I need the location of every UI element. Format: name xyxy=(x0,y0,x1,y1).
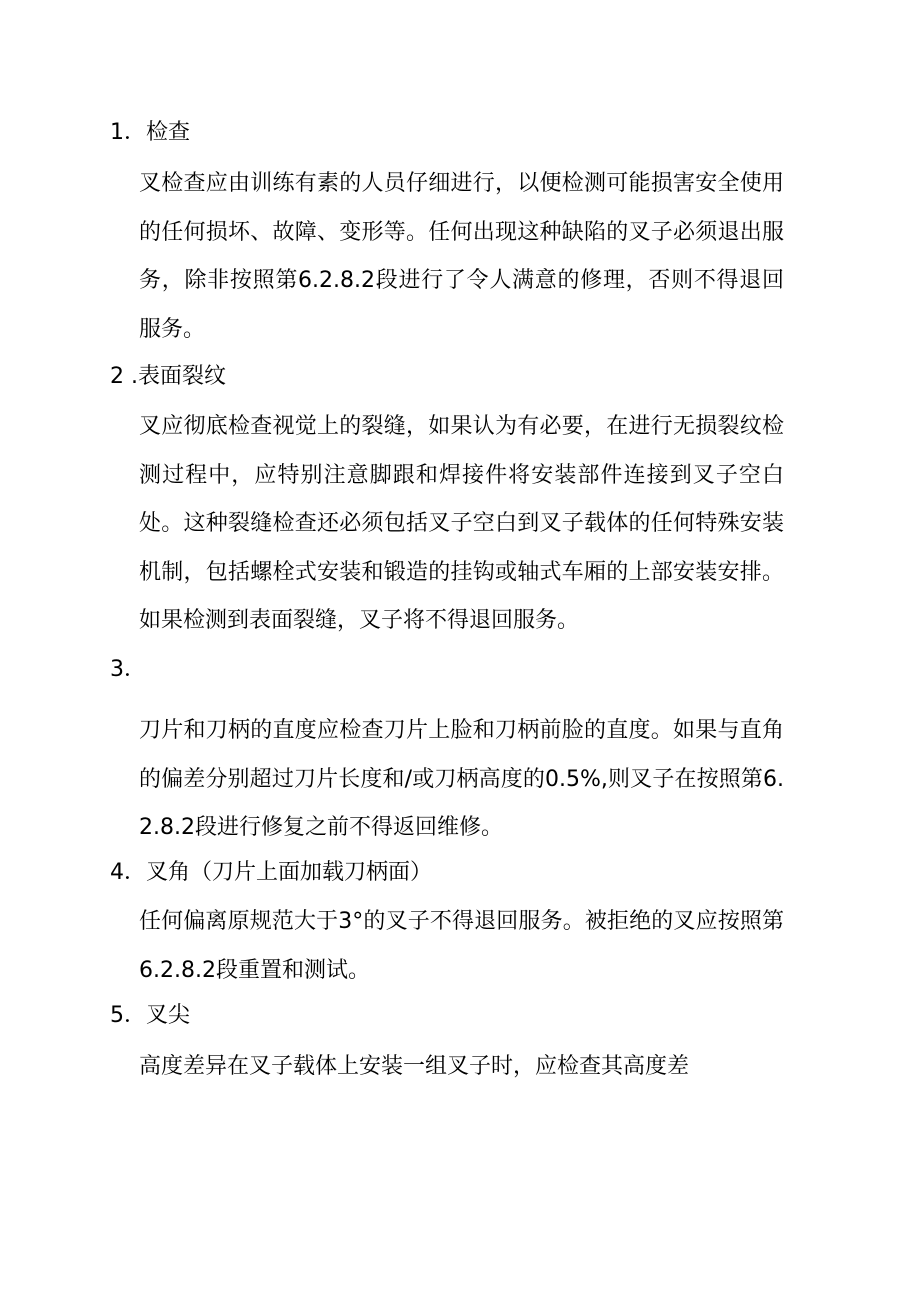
section-4-body: 任何偏离原规范大于3°的叉子不得退回服务。被拒绝的叉应按照第6.2.8.2段重置和测试。 xyxy=(139,909,784,983)
section-2-heading: 2 .表面裂纹 xyxy=(110,364,226,389)
section-5-heading: 5．叉尖 xyxy=(110,1003,190,1028)
section-1-heading: 1．检查 xyxy=(110,120,190,145)
section-5-body: 高度差异在叉子载体上安装一组叉子时，应检查其高度差 xyxy=(139,1054,690,1079)
section-2-body: 叉应彻底检查视觉上的裂缝，如果认为有必要，在进行无损裂纹检测过程中，应特别注意脚跟和焊接件将安装部件连接到叉子空白处。这种裂缝检查还必须包括叉子空白到叉子载体的任何特殊安装机制，包括螺栓式安装和锻造的挂钩或轴式车厢的上部安装安排。如果检测到表面裂缝，叉子将不得退回服务。 xyxy=(139,414,784,633)
section-1-body: 叉检查应由训练有素的人员仔细进行，以便检测可能损害安全使用的任何损坏、故障、变形等。任何出现这种缺陷的叉子必须退出服务，除非按照第6.2.8.2段进行了令人满意的修理，否则不得退回服务。 xyxy=(139,171,784,342)
section-3-body: 刀片和刀柄的直度应检查刀片上脸和刀柄前脸的直度。如果与直角的偏差分别超过刀片长度和/或刀柄高度的0.5%,则叉子在按照第6.2.8.2段进行修复之前不得返回维修。 xyxy=(139,718,784,840)
section-3-heading: 3． xyxy=(110,657,146,682)
section-4-heading: 4．叉角（刀片上面加载刀柄面） xyxy=(110,860,432,885)
